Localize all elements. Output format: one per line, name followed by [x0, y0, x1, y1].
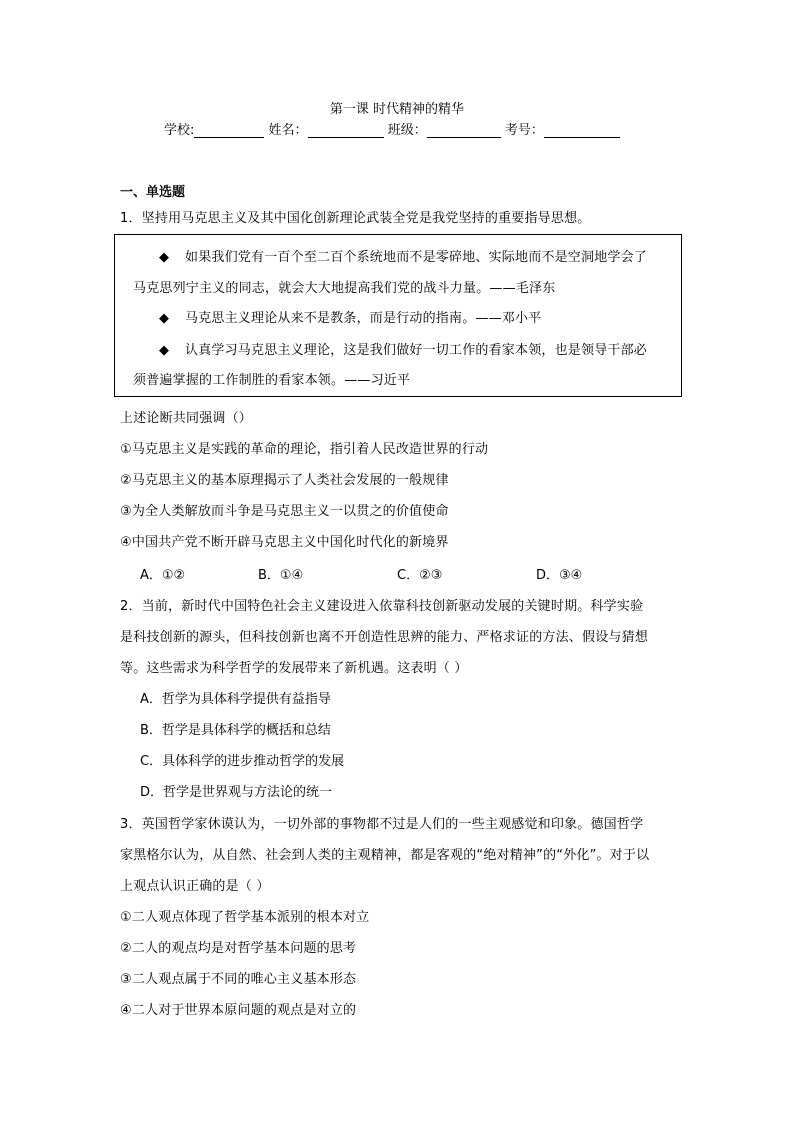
diamond-bullet-icon: ◆ — [159, 311, 170, 326]
q1-item-1: ①马克思主义是实践的革命的理论，指引着人民改造世界的行动 — [120, 442, 489, 457]
q1-item-2: ②马克思主义的基本原理揭示了人类社会发展的一般规律 — [120, 473, 449, 488]
quote-3-line-1: ◆ 认真学习马克思主义理论，这是我们做好一切工作的看家本领，也是领导干部必 — [159, 343, 648, 358]
section-title: 一、单选题 — [120, 185, 186, 200]
quote-box — [114, 234, 682, 397]
q1-choice-b[interactable]: B．①④ — [258, 568, 304, 583]
q3-item-2: ②二人的观点均是对哲学基本问题的思考 — [120, 941, 357, 956]
q2-option-a[interactable]: A．哲学为具体科学提供有益指导 — [140, 692, 331, 707]
class-blank[interactable] — [427, 124, 501, 138]
quote-3-line-2: 须普遍掌握的工作制胜的看家本领。——习近平 — [133, 373, 411, 388]
q3-item-4: ④二人对于世界本原问题的观点是对立的 — [120, 1003, 357, 1018]
diamond-bullet-icon: ◆ — [159, 250, 170, 265]
page-title: 第一课 时代精神的精华 — [329, 102, 465, 117]
q1-choice-d[interactable]: D．③④ — [536, 568, 583, 583]
q1-item-3: ③为全人类解放而斗争是马克思主义一以贯之的价值使命 — [120, 504, 449, 519]
q1-item-4: ④中国共产党不断开辟马克思主义中国化时代化的新境界 — [120, 535, 449, 550]
q3-stem-line-1: 3．英国哲学家休谟认为，一切外部的事物都不过是人们的一些主观感觉和印象。德国哲学 — [120, 817, 644, 832]
q2-stem-line-1: 2．当前，新时代中国特色社会主义建设进入依靠科技创新驱动发展的关键时期。科学实验 — [120, 599, 644, 614]
q2-option-b[interactable]: B．哲学是具体科学的概括和总结 — [140, 723, 331, 738]
id-blank[interactable] — [544, 124, 620, 138]
name-blank[interactable] — [308, 124, 384, 138]
q3-item-1: ①二人观点体现了哲学基本派别的根本对立 — [120, 910, 370, 925]
q3-item-3: ③二人观点属于不同的唯心主义基本形态 — [120, 972, 357, 987]
diamond-bullet-icon: ◆ — [159, 343, 170, 358]
quote-2: ◆ 马克思主义理论从来不是教条，而是行动的指南。——邓小平 — [159, 311, 542, 326]
quote-1-line-1: ◆ 如果我们党有一百个至二百个系统地而不是零碎地、实际地而不是空洞地学会了 — [159, 250, 648, 265]
class-label: 班级： — [387, 123, 427, 138]
q1-prompt: 上述论断共同强调（） — [120, 411, 253, 426]
q2-option-d[interactable]: D．哲学是世界观与方法论的统一 — [140, 785, 333, 800]
q1-choice-a[interactable]: A．①② — [140, 568, 186, 583]
school-label: 学校: — [164, 123, 195, 138]
student-info-line — [164, 119, 620, 138]
school-blank[interactable] — [194, 124, 264, 138]
q2-stem-line-2: 是科技创新的源头，但科技创新也离不开创造性思辨的能力、严格求证的方法、假设与猜想 — [120, 630, 649, 645]
quote-1-line-2: 马克思列宁主义的同志，就会大大地提高我们党的战斗力量。——毛泽东 — [133, 281, 556, 296]
q1-choice-c[interactable]: C．②③ — [397, 568, 443, 583]
q3-stem-line-3: 上观点认识正确的是（ ） — [120, 879, 270, 894]
q2-stem-line-3: 等。这些需求为科学哲学的发展带来了新机遇。这表明（ ） — [120, 661, 468, 676]
q1-stem: 1．坚持用马克思主义及其中国化创新理论武装全党是我党坚持的重要指导思想。 — [120, 211, 591, 226]
name-label: 姓名： — [268, 123, 308, 138]
id-label: 考号： — [504, 123, 544, 138]
q3-stem-line-2: 家黑格尔认为，从自然、社会到人类的主观精神，都是客观的“绝对精神”的“外化”。对于以 — [120, 848, 650, 863]
q2-option-c[interactable]: C．具体科学的进步推动哲学的发展 — [140, 754, 345, 769]
